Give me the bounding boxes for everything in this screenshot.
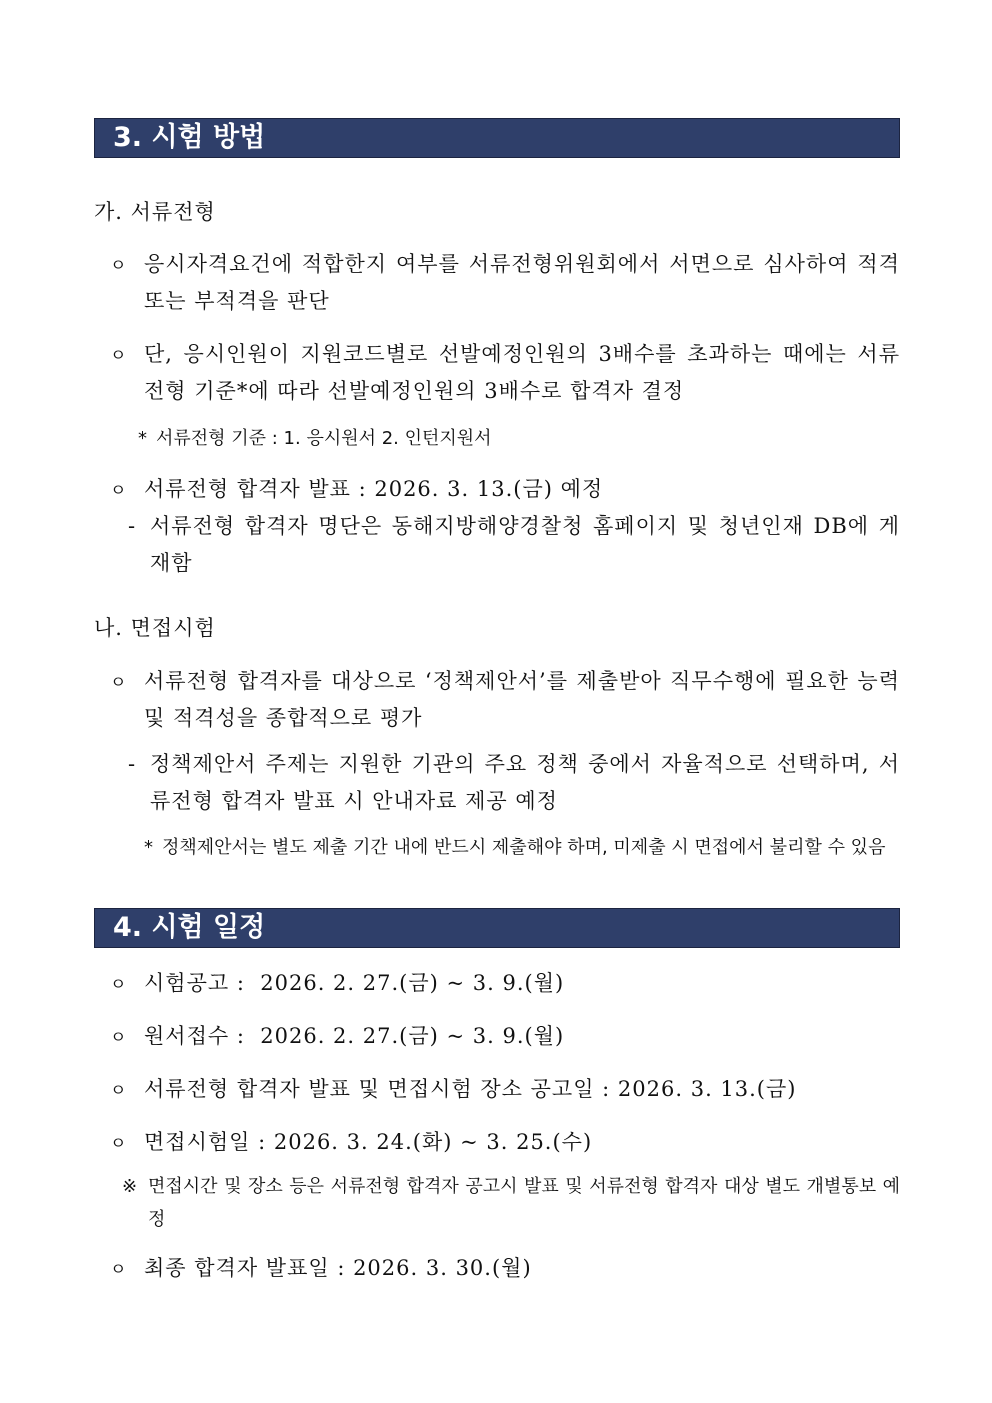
reference-mark: ※ bbox=[122, 1176, 138, 1197]
asterisk-mark: * bbox=[138, 428, 147, 449]
circle-bullet-icon: ㅇ bbox=[110, 1028, 128, 1048]
note-text: 면접시간 및 장소 등은 서류전형 합격자 공고시 발표 및 서류전형 합격자 대상 별도 개별통보 예정 bbox=[148, 1176, 900, 1230]
section-4-header: 4. 시험 일정 bbox=[94, 908, 900, 948]
dash-mark: - bbox=[128, 514, 137, 538]
list-item bbox=[110, 246, 900, 320]
subsection-na-heading: 나. 면접시험 bbox=[94, 616, 216, 640]
dash-text: 서류전형 합격자 명단은 동해지방해양경찰청 홈페이지 및 청년인재 DB에 게재함 bbox=[150, 514, 900, 575]
list-item bbox=[110, 471, 900, 508]
dash-item bbox=[128, 508, 900, 582]
circle-bullet-icon: ㅇ bbox=[110, 1081, 128, 1101]
item-text: 서류전형 합격자 발표 및 면접시험 장소 공고일 : 2026. 3. 13.(금) bbox=[144, 1077, 797, 1101]
circle-bullet-icon: ㅇ bbox=[110, 346, 128, 366]
section-3-header: 3. 시험 방법 bbox=[94, 118, 900, 158]
item-text: 단, 응시인원이 지원코드별로 선발예정인원의 3배수를 초과하는 때에는 서류전형 기준*에 따라 선발예정인원의 3배수로 합격자 결정 bbox=[144, 342, 900, 403]
item-text: 서류전형 합격자를 대상으로 ‘정책제안서’를 제출받아 직무수행에 필요한 능력 및 적격성을 종합적으로 평가 bbox=[144, 669, 900, 730]
circle-bullet-icon: ㅇ bbox=[110, 1134, 128, 1154]
footnote-text: 정책제안서는 별도 제출 기간 내에 반드시 제출해야 하며, 미제출 시 면접에서 불리할 수 있음 bbox=[162, 837, 886, 858]
subsection-ga-heading: 가. 서류전형 bbox=[94, 200, 216, 224]
item-text: 서류전형 합격자 발표 : 2026. 3. 13.(금) 예정 bbox=[144, 477, 604, 501]
dash-text: 정책제안서 주제는 지원한 기관의 주요 정책 중에서 자율적으로 선택하며, 서류전형 합격자 발표 시 안내자료 제공 예정 bbox=[150, 752, 900, 813]
list-item bbox=[110, 1250, 900, 1287]
reference-note bbox=[122, 1170, 900, 1236]
item-text: 응시자격요건에 적합한지 여부를 서류전형위원회에서 서면으로 심사하여 적격 또는 부적격을 판단 bbox=[144, 252, 900, 313]
list-item bbox=[110, 1071, 900, 1108]
list-item bbox=[110, 965, 900, 1002]
footnote bbox=[144, 831, 900, 864]
list-item bbox=[110, 663, 900, 737]
item-text: 시험공고 : 2026. 2. 27.(금) ~ 3. 9.(월) bbox=[144, 971, 565, 995]
dash-item bbox=[128, 746, 900, 820]
list-item bbox=[110, 336, 900, 410]
circle-bullet-icon: ㅇ bbox=[110, 1260, 128, 1280]
list-item bbox=[110, 1124, 900, 1161]
dash-mark: - bbox=[128, 752, 137, 776]
item-text: 면접시험일 : 2026. 3. 24.(화) ~ 3. 25.(수) bbox=[144, 1130, 593, 1154]
list-item bbox=[110, 1018, 900, 1055]
item-text: 최종 합격자 발표일 : 2026. 3. 30.(월) bbox=[144, 1256, 532, 1280]
footnote-text: 서류전형 기준 : 1. 응시원서 2. 인턴지원서 bbox=[156, 428, 492, 449]
circle-bullet-icon: ㅇ bbox=[110, 975, 128, 995]
circle-bullet-icon: ㅇ bbox=[110, 256, 128, 276]
asterisk-mark: * bbox=[144, 837, 153, 858]
footnote bbox=[138, 422, 898, 455]
circle-bullet-icon: ㅇ bbox=[110, 481, 128, 501]
circle-bullet-icon: ㅇ bbox=[110, 673, 128, 693]
item-text: 원서접수 : 2026. 2. 27.(금) ~ 3. 9.(월) bbox=[144, 1024, 565, 1048]
